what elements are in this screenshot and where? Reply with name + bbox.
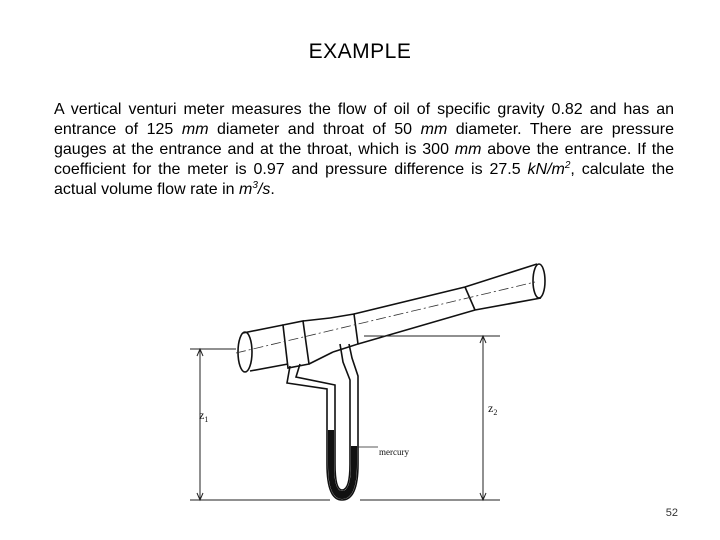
mercury-column	[328, 430, 357, 499]
throat-gauge-ring	[330, 314, 358, 352]
slide-title: EXAMPLE	[308, 40, 412, 63]
problem-statement	[54, 100, 674, 200]
problem-text-3: diameter. There are pressure gauges at the entrance and at the throat, which is 300	[54, 121, 675, 158]
unit-m3-base: m	[238, 181, 253, 198]
unit-m3-exponent: 3	[252, 180, 258, 191]
z1-label: $z_1$	[199, 408, 209, 424]
unit-kn-per-m2	[528, 161, 571, 178]
problem-text-6: .	[270, 181, 275, 198]
z1-dimension	[190, 349, 330, 500]
z2-label-subscript: 2	[493, 408, 498, 417]
entrance-gauge-ring	[283, 321, 309, 368]
problem-text-2: diameter and throat of 50	[208, 121, 421, 138]
mercury-label: mercury	[379, 447, 409, 457]
z2-label: $z_2$	[488, 401, 498, 417]
unit-mm-entrance: mm	[181, 121, 209, 138]
outlet-pipe	[354, 264, 545, 344]
pipe-centerline	[236, 282, 535, 353]
page-number: 52	[665, 507, 678, 519]
z1-label-subscript: 1	[204, 415, 209, 424]
unit-mm-height: mm	[454, 141, 482, 158]
problem-text-4: above the entrance. If the coefficient for the meter is 0.97 and pressure difference is 27.5	[54, 141, 674, 178]
unit-kn-per-m2-exponent: 2	[564, 160, 571, 171]
z2-dimension	[360, 336, 500, 500]
inlet-pipe	[238, 325, 288, 372]
problem-text-1: A vertical venturi meter measures the flow of oil of specific gravity 0.82 and has an entrance of 125	[54, 101, 674, 138]
manometer-tubes	[287, 344, 358, 500]
venturi-meter-diagram	[185, 245, 555, 510]
venturi-meter-drawing	[185, 245, 555, 510]
unit-mm-throat: mm	[420, 121, 448, 138]
unit-per-s: /s	[257, 181, 271, 198]
unit-kn-per-m2-base: kN/m	[527, 161, 565, 178]
unit-m3-per-s	[239, 181, 270, 198]
problem-text-5: , calculate the actual volume flow rate in	[54, 161, 674, 198]
